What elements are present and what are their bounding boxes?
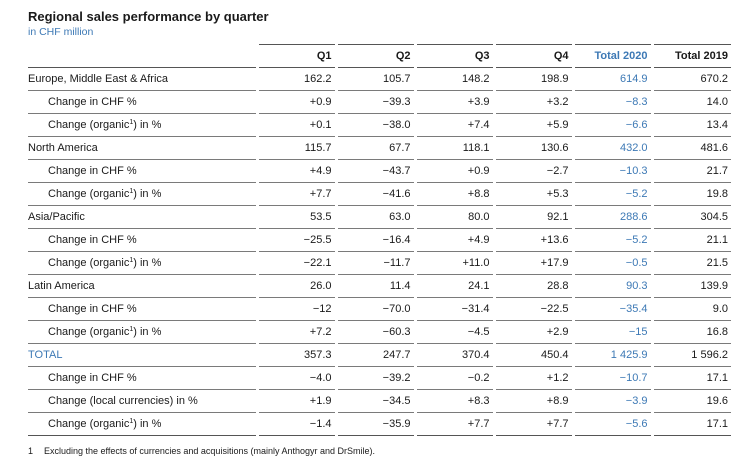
value-cell: +8.3 [415,390,494,413]
value-cell: 670.2 [652,68,731,91]
value-cell: −5.2 [573,229,652,252]
row-label: TOTAL [28,344,257,367]
value-cell: 26.0 [257,275,336,298]
value-cell: 370.4 [415,344,494,367]
value-cell: 16.8 [652,321,731,344]
value-cell: +0.9 [257,91,336,114]
value-cell: −31.4 [415,298,494,321]
footnote-number: 1 [28,446,34,456]
value-cell: 357.3 [257,344,336,367]
value-cell: 288.6 [573,206,652,229]
table-row [28,160,731,183]
table-header-row [28,45,731,68]
table-row [28,183,731,206]
table-row [28,114,731,137]
value-cell: 11.4 [336,275,415,298]
value-cell: −11.7 [336,252,415,275]
value-cell: 21.1 [652,229,731,252]
value-cell: 105.7 [336,68,415,91]
header-q2: Q2 [336,45,415,68]
value-cell: −2.7 [494,160,573,183]
value-cell: +7.4 [415,114,494,137]
table-row [28,275,731,298]
value-cell: 1 425.9 [573,344,652,367]
value-cell: +2.9 [494,321,573,344]
value-cell: 139.9 [652,275,731,298]
value-cell: 90.3 [573,275,652,298]
value-cell: −60.3 [336,321,415,344]
value-cell: −41.6 [336,183,415,206]
value-cell: 247.7 [336,344,415,367]
value-cell: 481.6 [652,137,731,160]
value-cell: 130.6 [494,137,573,160]
value-cell: 162.2 [257,68,336,91]
value-cell: −5.2 [573,183,652,206]
value-cell: 432.0 [573,137,652,160]
value-cell: −22.5 [494,298,573,321]
value-cell: −15 [573,321,652,344]
value-cell: −6.6 [573,114,652,137]
value-cell: +7.7 [257,183,336,206]
header-q1: Q1 [257,45,336,68]
row-sub-label: Change (local currencies) in % [28,390,257,413]
value-cell: 450.4 [494,344,573,367]
value-cell: 92.1 [494,206,573,229]
value-cell: 80.0 [415,206,494,229]
value-cell: +4.9 [415,229,494,252]
value-cell: +5.3 [494,183,573,206]
value-cell: 21.5 [652,252,731,275]
value-cell: +0.1 [257,114,336,137]
value-cell: −5.6 [573,413,652,436]
table-row [28,298,731,321]
table-row [28,68,731,91]
table-row [28,252,731,275]
value-cell: −39.2 [336,367,415,390]
value-cell: 24.1 [415,275,494,298]
value-cell: −70.0 [336,298,415,321]
footnote-text: Excluding the effects of currencies and acquisitions (mainly Anthogyr and DrSmile). [44,446,375,456]
footnote-ref: 1 [129,257,134,264]
value-cell: 63.0 [336,206,415,229]
table-row [28,91,731,114]
value-cell: 17.1 [652,413,731,436]
value-cell: 19.6 [652,390,731,413]
value-cell: +1.9 [257,390,336,413]
value-cell: +17.9 [494,252,573,275]
row-sub-label: Change in CHF % [28,91,257,114]
value-cell: 115.7 [257,137,336,160]
value-cell: +7.7 [494,413,573,436]
row-label: Asia/Pacific [28,206,257,229]
table-row [28,390,731,413]
table-row [28,413,731,436]
value-cell: 13.4 [652,114,731,137]
value-cell: −43.7 [336,160,415,183]
value-cell: +3.9 [415,91,494,114]
value-cell: 53.5 [257,206,336,229]
value-cell: −34.5 [336,390,415,413]
value-cell: −39.3 [336,91,415,114]
value-cell: −4.5 [415,321,494,344]
row-sub-label: Change in CHF % [28,160,257,183]
header-total-2019: Total 2019 [652,45,731,68]
table-row [28,206,731,229]
footnote-ref: 1 [129,188,134,195]
value-cell: +7.2 [257,321,336,344]
value-cell: −0.2 [415,367,494,390]
row-sub-label: Change (organic$^1$) in % [28,252,257,275]
value-cell: 148.2 [415,68,494,91]
value-cell: −8.3 [573,91,652,114]
row-sub-label: Change (organic$^1$) in % [28,114,257,137]
row-sub-label: Change (organic$^1$) in % [28,183,257,206]
value-cell: −25.5 [257,229,336,252]
table-subtitle: in CHF million [28,26,94,38]
value-cell: +8.8 [415,183,494,206]
value-cell: −22.1 [257,252,336,275]
footnote-ref: 1 [129,326,134,333]
value-cell: −10.7 [573,367,652,390]
table-row [28,344,731,367]
regional-sales-table [28,44,731,436]
row-label: Europe, Middle East & Africa [28,68,257,91]
footnote-ref: 1 [129,119,134,126]
table-row [28,321,731,344]
value-cell: +4.9 [257,160,336,183]
value-cell: 198.9 [494,68,573,91]
value-cell: 118.1 [415,137,494,160]
value-cell: +8.9 [494,390,573,413]
value-cell: 17.1 [652,367,731,390]
footnote-ref: 1 [129,418,134,425]
table-row [28,367,731,390]
value-cell: 1 596.2 [652,344,731,367]
value-cell: 28.8 [494,275,573,298]
value-cell: −16.4 [336,229,415,252]
value-cell: +0.9 [415,160,494,183]
value-cell: 21.7 [652,160,731,183]
header-label-cell [28,45,257,68]
value-cell: −10.3 [573,160,652,183]
value-cell: −0.5 [573,252,652,275]
value-cell: +13.6 [494,229,573,252]
header-total-2020: Total 2020 [573,45,652,68]
value-cell: 19.8 [652,183,731,206]
row-sub-label: Change in CHF % [28,298,257,321]
header-q4: Q4 [494,45,573,68]
value-cell: −35.9 [336,413,415,436]
value-cell: 14.0 [652,91,731,114]
value-cell: 304.5 [652,206,731,229]
row-sub-label: Change in CHF % [28,229,257,252]
value-cell: −12 [257,298,336,321]
value-cell: −3.9 [573,390,652,413]
value-cell: 67.7 [336,137,415,160]
value-cell: −38.0 [336,114,415,137]
row-label: Latin America [28,275,257,298]
value-cell: +3.2 [494,91,573,114]
table-row [28,229,731,252]
value-cell: +1.2 [494,367,573,390]
value-cell: −1.4 [257,413,336,436]
header-q3: Q3 [415,45,494,68]
value-cell: −4.0 [257,367,336,390]
value-cell: −35.4 [573,298,652,321]
value-cell: +7.7 [415,413,494,436]
value-cell: 614.9 [573,68,652,91]
value-cell: +5.9 [494,114,573,137]
table-title: Regional sales performance by quarter [28,9,269,24]
table-row [28,137,731,160]
row-sub-label: Change in CHF % [28,367,257,390]
row-sub-label: Change (organic$^1$) in % [28,413,257,436]
footnote [28,446,375,456]
row-label: North America [28,137,257,160]
row-sub-label: Change (organic$^1$) in % [28,321,257,344]
value-cell: +11.0 [415,252,494,275]
value-cell: 9.0 [652,298,731,321]
